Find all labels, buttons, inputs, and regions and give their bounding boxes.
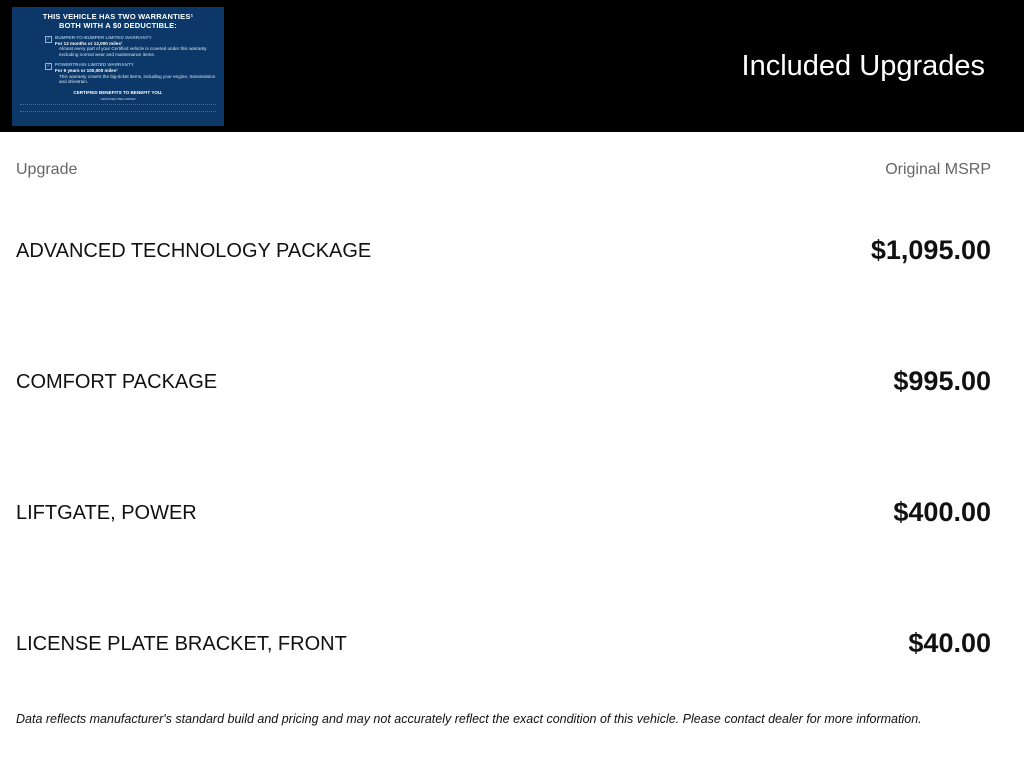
upgrade-name: ADVANCED TECHNOLOGY PACKAGE xyxy=(16,240,372,262)
badge-item-powertrain xyxy=(20,62,216,84)
badge-item-subheading: For 6 years or 100,000 miles¹ xyxy=(55,67,118,73)
badge-item-description: This warranty covers the big-ticket items, including your engine, transmission and drivetrain. xyxy=(59,73,216,85)
upgrade-price: $995.00 xyxy=(893,366,991,396)
upgrade-name: LIFTGATE, POWER xyxy=(16,502,197,524)
table-row xyxy=(16,495,991,531)
upgrade-price: $1,095.00 xyxy=(870,235,991,265)
upgrade-price: $400.00 xyxy=(893,497,991,527)
badge-item-bumper xyxy=(20,35,216,57)
column-header-msrp: Original MSRP xyxy=(885,161,991,178)
badge-title-line2: BOTH WITH A $0 DEDUCTIBLE: xyxy=(59,21,177,30)
page-title: Included Upgrades xyxy=(741,50,985,82)
warranty-badge-image xyxy=(12,7,224,126)
badge-brands: CERTIFIED PRE-OWNED xyxy=(100,96,136,101)
badge-item-description: Almost every part of your Certified vehicle is covered under this warranty excluding normal wear and maintenance items. xyxy=(59,46,207,57)
table-row xyxy=(16,364,991,400)
checkbox-icon: ✓ xyxy=(46,63,51,70)
upgrade-name: COMFORT PACKAGE xyxy=(16,371,218,393)
column-header-upgrade: Upgrade xyxy=(16,161,78,178)
badge-fine-print xyxy=(20,104,216,112)
badge-title-line1: THIS VEHICLE HAS TWO WARRANTIES¹ xyxy=(42,12,194,21)
table-row xyxy=(16,626,991,662)
badge-item-subheading: For 12 months or 12,000 miles¹ xyxy=(55,40,123,46)
badge-item-heading: POWERTRAIN LIMITED WARRANTY xyxy=(55,62,134,68)
upgrade-name: LICENSE PLATE BRACKET, FRONT xyxy=(16,633,347,655)
page-header xyxy=(0,0,1024,132)
table-row xyxy=(16,233,991,269)
disclaimer-text: Data reflects manufacturer's standard build and pricing and may not accurately reflect the exact condition of this vehicle. Please contact dealer for more information. xyxy=(16,712,922,726)
badge-title xyxy=(20,12,216,30)
badge-item-heading: BUMPER-TO-BUMPER LIMITED WARRANTY xyxy=(55,35,152,40)
checkbox-icon: ✓ xyxy=(46,36,51,42)
upgrade-price: $40.00 xyxy=(908,628,991,658)
badge-tagline: CERTIFIED BENEFITS TO BENEFIT YOU. xyxy=(73,89,163,95)
